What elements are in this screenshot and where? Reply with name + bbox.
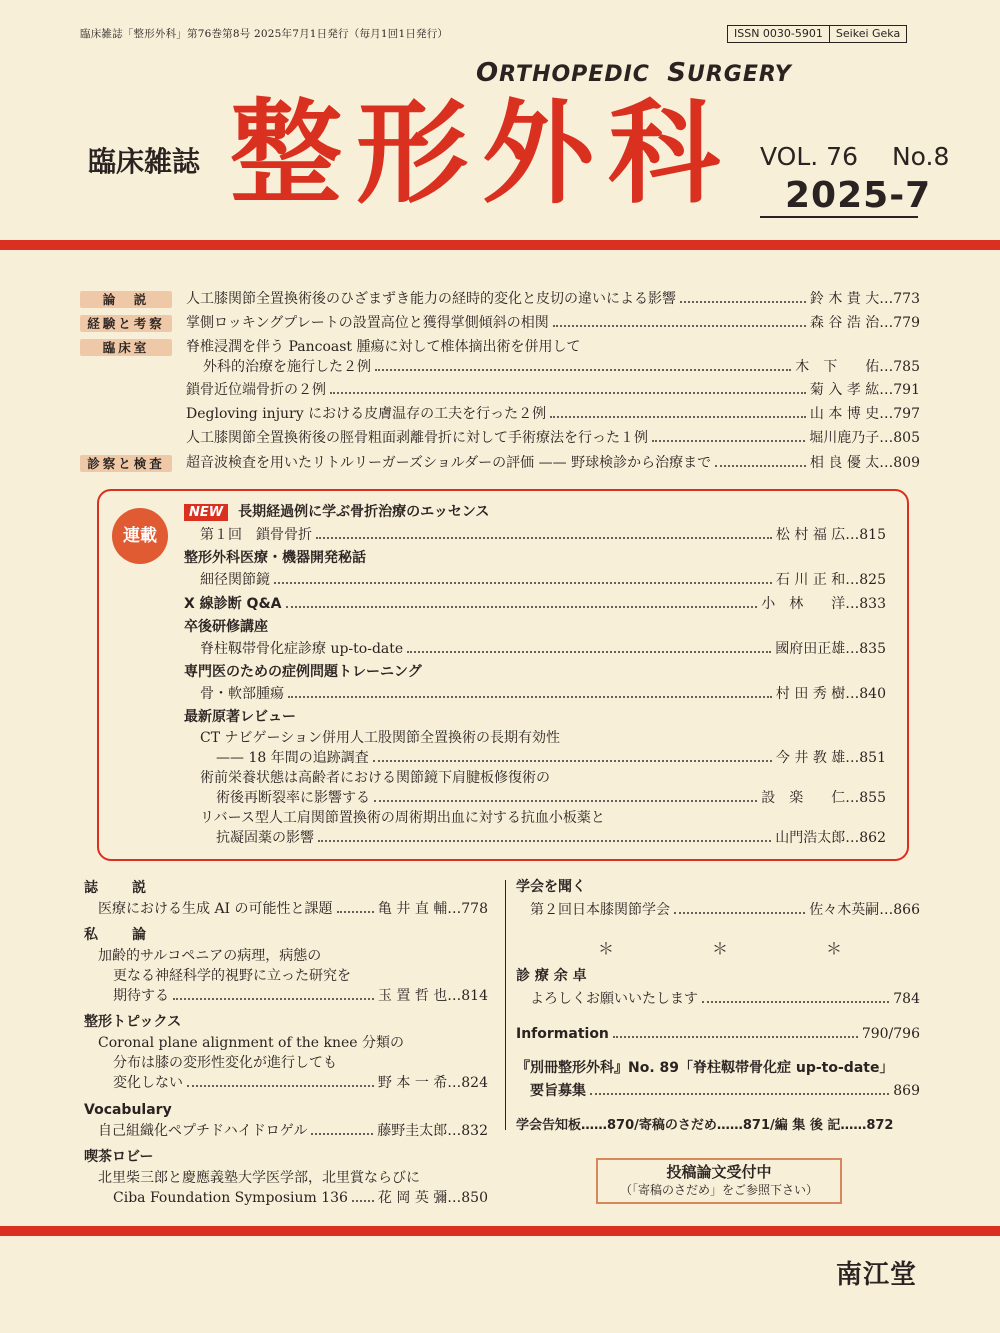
toc-entry[interactable]: 人工膝関節全置換術後の脛骨粗面剥離骨折に対して手術療法を行った１例 堀川鹿乃子…805 (186, 430, 920, 446)
toc-entry[interactable]: 自己組織化ペプチドハイドロゲル 藤野圭太郎…832 (98, 1123, 488, 1139)
toc-entry[interactable]: Ciba Foundation Symposium 136 花 岡 英 彌…850 (113, 1190, 488, 1206)
category-label: 経験と考察 (80, 315, 172, 332)
toc-entry-line: 術前栄養状態は高齢者における関節鏡下肩腱板修復術の (200, 770, 550, 786)
toc-entry[interactable]: 術後再断裂率に影響する 設 楽 仁…855 (216, 790, 886, 806)
toc-entry[interactable]: 鎖骨近位端骨折の２例 菊 入 孝 紘…791 (186, 382, 920, 398)
category-label: 臨床室 (80, 339, 172, 356)
star-separator: ＊ (712, 939, 729, 958)
toc-entry[interactable]: 掌側ロッキングプレートの設置高位と獲得掌側傾斜の相関 森 谷 浩 治…779 (186, 315, 920, 331)
issn-journal-name: Seikei Geka (829, 26, 906, 42)
issue-date: 2025-7 (785, 175, 932, 216)
toc-entry[interactable]: 骨・軟部腫瘍 村 田 秀 樹…840 (200, 686, 886, 702)
toc-entry-line: 脊椎浸潤を伴う Pancoast 腫瘍に対して椎体摘出術を併用して (186, 339, 581, 355)
notice-title: 投稿論文受付中 (666, 1163, 772, 1181)
bottom-red-bar (0, 1226, 1000, 1236)
serial-heading: 卒後研修講座 (184, 619, 268, 635)
toc-entry[interactable]: 第２回日本膝関節学会 佐々木英嗣…866 (530, 902, 920, 918)
english-title: ORTHOPEDIC SURGERY (476, 58, 792, 88)
divider (760, 216, 918, 218)
toc-entry-line: 更なる神経科学的視野に立った研究を (113, 968, 351, 984)
toc-entry[interactable]: 変化しない 野 本 一 希…824 (113, 1075, 488, 1091)
toc-entry[interactable]: 細径関節鏡 石 川 正 和…825 (200, 572, 886, 588)
toc-entry-line: リバース型人工肩関節置換術の周術期出血に対する抗血小板薬と (200, 810, 605, 826)
issn-number: ISSN 0030-5901 (734, 27, 823, 40)
toc-entry[interactable]: 期待する 玉 置 哲 也…814 (113, 988, 488, 1004)
serial-heading: 整形外科医療・機器開発秘話 (184, 550, 366, 566)
toc-entry[interactable]: X 線診断 Q&A 小 林 洋…833 (184, 596, 886, 612)
new-badge: NEW (184, 504, 228, 521)
serial-heading: 専門医のための症例問題トレーニング (184, 664, 422, 680)
column-divider (505, 880, 506, 1130)
toc-entry-line: 分布は膝の変形性変化が進行しても (113, 1055, 337, 1071)
toc-entry[interactable]: 抗凝固薬の影響 山門浩太郎…862 (216, 830, 886, 846)
section-heading: 喫茶ロビー (84, 1149, 154, 1165)
toc-entry-line: 加齢的サルコペニアの病理，病態の (98, 948, 322, 964)
toc-entry[interactable]: 超音波検査を用いたリトルリーガーズショルダーの評価 —— 野球検診から治療まで 相 良 優 太…809 (186, 455, 920, 471)
subtitle-label: 臨床雑誌 (88, 145, 201, 178)
toc-entry[interactable]: 第１回 鎖骨骨折 松 村 福 広…815 (200, 527, 886, 543)
toc-entry[interactable]: 脊柱靱帯骨化症診療 up-to-date 國府田正雄…835 (200, 641, 886, 657)
publication-info: 臨床雑誌「整形外科」第76巻第8号 2025年7月1日発行（毎月1回1日発行） (80, 28, 449, 40)
toc-entry[interactable]: Degloving injury における皮膚温存の工夫を行った２例 山 本 博 史…797 (186, 406, 920, 422)
journal-title: 整形外科 (230, 88, 734, 219)
toc-entry[interactable]: 学会告知板……870/寄稿のさだめ……871/編 集 後 記……872 (516, 1118, 894, 1133)
volume-number: VOL. 76 No.8 (760, 142, 950, 171)
toc-entry[interactable]: —— 18 年間の追跡調査 今 井 教 雄…851 (216, 750, 886, 766)
serial-heading: NEW 長期経過例に学ぶ骨折治療のエッセンス (184, 502, 489, 522)
serial-heading: 最新原著レビュー (184, 709, 296, 725)
star-separator: ＊ (826, 939, 843, 958)
toc-entry-line: Coronal plane alignment of the knee 分類の (98, 1035, 404, 1051)
submission-notice (596, 1158, 842, 1204)
section-heading: 私 論 (84, 927, 148, 943)
top-red-bar (0, 240, 1000, 250)
star-separator: ＊ (598, 939, 615, 958)
toc-entry[interactable]: 医療における生成 AI の可能性と課題 亀 井 直 輔…778 (98, 901, 488, 917)
section-heading: 誌 説 (84, 880, 148, 896)
toc-entry[interactable]: 要旨募集 869 (530, 1083, 920, 1099)
section-heading: 学会を聞く (516, 879, 586, 895)
section-heading: 『別冊整形外科』No. 89「脊柱靱帯骨化症 up-to-date」 (516, 1060, 894, 1076)
serial-badge: 連載 (112, 508, 168, 564)
issn-box (727, 25, 907, 43)
section-heading: 診 療 余 卓 (516, 968, 587, 984)
toc-entry[interactable]: Information 790/796 (516, 1026, 920, 1042)
section-heading: 整形トピックス (84, 1014, 182, 1030)
toc-entry[interactable]: 人工膝関節全置換術後のひざまずき能力の経時的変化と皮切の違いによる影響 鈴 木 貴 大…773 (186, 291, 920, 307)
toc-entry-line: CT ナビゲーション併用人工股関節全置換術の長期有効性 (200, 730, 560, 746)
category-label: 論 説 (80, 291, 172, 308)
category-label: 診察と検査 (80, 455, 172, 472)
section-heading: Vocabulary (84, 1102, 172, 1118)
publisher-name: 南江堂 (836, 1260, 918, 1290)
toc-entry[interactable]: よろしくお願いいたします 784 (530, 991, 920, 1007)
notice-subtitle: （「寄稿のさだめ」をご参照下さい） (619, 1183, 818, 1197)
toc-entry[interactable]: 外科的治療を施行した２例 木 下 佑…785 (203, 359, 920, 375)
toc-entry-line: 北里柴三郎と慶應義塾大学医学部，北里賞ならびに (98, 1170, 420, 1186)
